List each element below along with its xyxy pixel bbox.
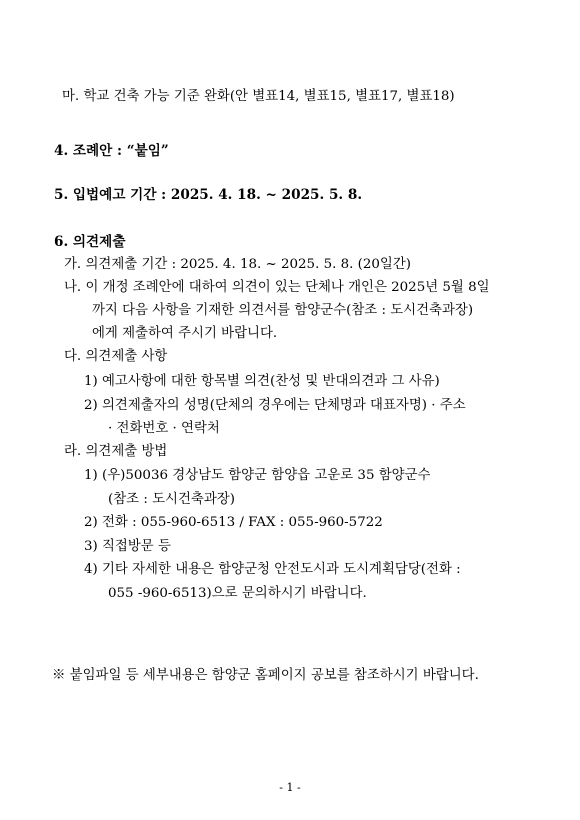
item-ra-3: 3) 직접방문 등 (84, 539, 171, 554)
item-na-line-3: 에게 제출하여 주시기 바랍니다. (92, 326, 278, 341)
item-ra: 라. 의견제출 방법 (64, 444, 168, 459)
item-da: 다. 의견제출 사항 (64, 349, 168, 364)
section-4-heading: 4. 조례안 : “붙임” (54, 143, 169, 159)
item-ra-2: 2) 전화 : 055-960-6513 / FAX : 055-960-5722 (84, 515, 383, 530)
item-ra-4-line-1: 4) 기타 자세한 내용은 함양군청 안전도시과 도시계획담당(전화 : (84, 562, 461, 577)
item-na-line-2: 까지 다음 사항을 기재한 의견서를 함양군수(참조 : 도시건축과장) (92, 303, 474, 318)
item-ra-1-line-1: 1) (우)50036 경상남도 함양군 함양읍 고운로 35 함양군수 (84, 468, 431, 483)
item-da-2-line-2: · 전화번호 · 연락처 (108, 421, 220, 436)
item-ga: 가. 의견제출 기간 : 2025. 4. 18. ~ 2025. 5. 8. (20일간) (64, 257, 412, 272)
item-ra-4-line-2: 055 -960-6513)으로 문의하시기 바랍니다. (108, 586, 367, 601)
page-number: - 1 - (279, 781, 301, 794)
reference-note: ※ 붙임파일 등 세부내용은 함양군 홈페이지 공보를 참조하시기 바랍니다. (52, 668, 479, 683)
item-na-line-1: 나. 이 개정 조례안에 대하여 의견이 있는 단체나 개인은 2025년 5월 8일 (64, 280, 490, 295)
item-da-2-line-1: 2) 의견제출자의 성명(단체의 경우에는 단체명과 대표자명) · 주소 (84, 398, 466, 413)
item-ra-1-line-2: (참조 : 도시건축과장) (108, 492, 235, 507)
section-6-heading: 6. 의견제출 (54, 234, 126, 250)
section-5-heading: 5. 입법예고 기간 : 2025. 4. 18. ~ 2025. 5. 8. (54, 187, 363, 203)
item-ma: 마. 학교 건축 가능 기준 완화(안 별표14, 별표15, 별표17, 별표18) (62, 89, 455, 104)
item-da-1: 1) 예고사항에 대한 항목별 의견(찬성 및 반대의견과 그 사유) (84, 374, 440, 389)
